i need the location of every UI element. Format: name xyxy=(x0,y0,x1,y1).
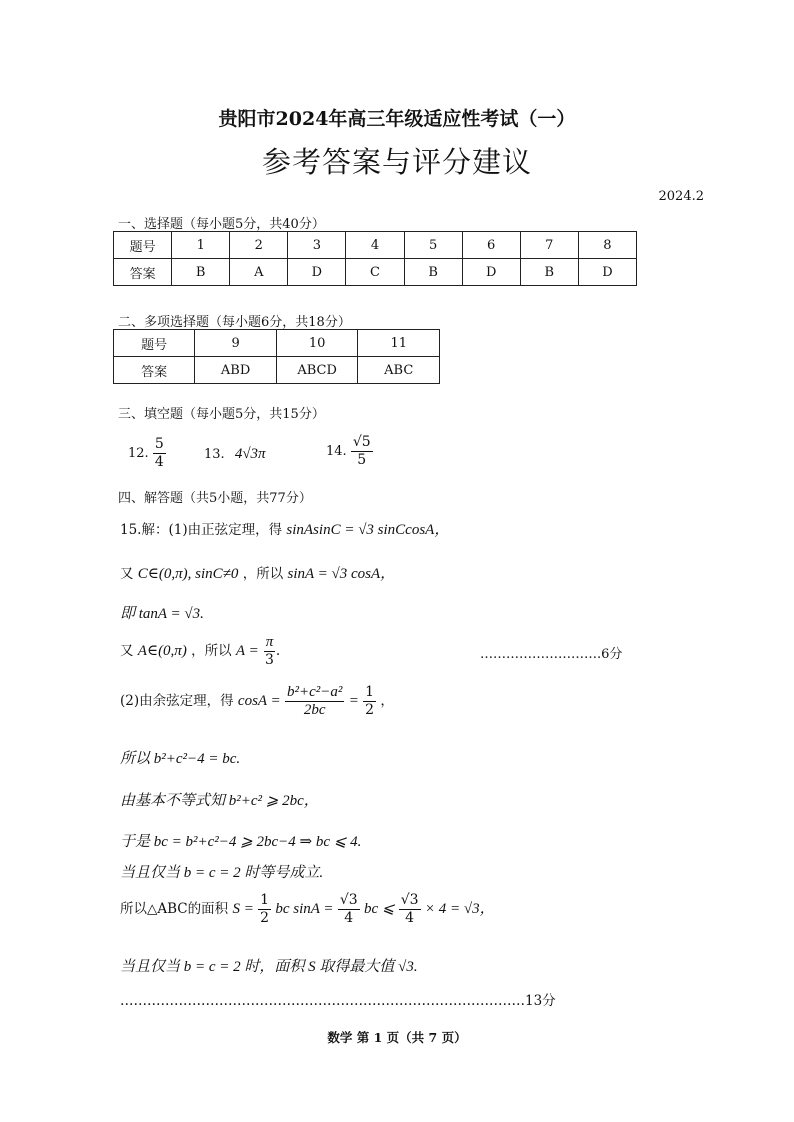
solution-line xyxy=(120,518,449,539)
date: 2024.2 xyxy=(658,189,704,204)
question-number: 4 xyxy=(346,232,404,259)
row-label: 答案 xyxy=(114,259,172,286)
numerator: 1 xyxy=(365,684,375,700)
solution-line xyxy=(120,562,395,583)
solution-line xyxy=(120,684,394,719)
section1-answer-table xyxy=(113,231,637,286)
math-expression: 即 tanA = √3. xyxy=(120,606,204,622)
numerator: 5 xyxy=(154,436,164,452)
exam-title: 贵阳市2024年高三年级适应性考试（一） xyxy=(218,108,576,130)
math-expression: bc ⩽ xyxy=(363,901,395,917)
math-expression: 于是 bc = b²+c²−4 ⩾ 2bc−4 ⇒ bc ⩽ 4. xyxy=(120,834,362,850)
row-label: 题号 xyxy=(114,232,172,259)
fill-answer-14 xyxy=(326,434,373,469)
question-number: 10 xyxy=(276,330,358,357)
question-number: 8 xyxy=(578,232,636,259)
text: (2)由余弦定理，得 xyxy=(120,693,234,709)
text: ，所以 xyxy=(242,566,284,582)
row-label: 题号 xyxy=(114,330,195,357)
solution-line: 又 A∈(0,π) ，所以 A = $\frac{\pi}{3}$ . xyxy=(120,634,281,668)
text: ，所以 xyxy=(191,643,232,659)
math-expression: S = xyxy=(232,901,254,917)
text: 所以△ABC的面积 xyxy=(120,901,229,917)
numerator: √3 xyxy=(400,892,419,908)
page-footer: 数学 第 1 页（共 7 页） xyxy=(327,1030,467,1045)
numerator: b²+c²−a² xyxy=(286,684,343,700)
math-expression: cosA = xyxy=(237,693,281,709)
math-expression: 当且仅当 b = c = 2 时，面积 S 取得最大值 √3. xyxy=(120,959,418,975)
table-row xyxy=(114,259,637,286)
text: ， xyxy=(380,693,394,709)
denominator: 4 xyxy=(344,910,354,926)
question-number: 11 xyxy=(358,330,440,357)
denominator: 5 xyxy=(357,452,367,468)
answer-cell: B xyxy=(404,259,462,286)
page-subtitle: 参考答案与评分建议 xyxy=(261,145,532,179)
score-points: ………………………………………………………………………………13分 xyxy=(120,993,556,1009)
score-points: ……………………….6分 xyxy=(480,647,623,662)
answer-cell: ABCD xyxy=(276,357,358,384)
math-expression: bc sinA = xyxy=(275,901,334,917)
fraction xyxy=(351,434,373,469)
expression: 4√3π xyxy=(234,446,266,462)
denominator: 3 xyxy=(264,652,274,668)
section3-heading: 三、填空题（每小题5分，共15分） xyxy=(118,407,325,422)
fraction xyxy=(258,892,271,927)
denominator: 2bc xyxy=(303,702,326,718)
question-number: 2 xyxy=(230,232,288,259)
math-expression: sinAsinC = √3 sinCcosA， xyxy=(286,522,450,538)
solution-line xyxy=(120,955,418,976)
numerator: √3 xyxy=(339,892,358,908)
question-number: 5 xyxy=(404,232,462,259)
answer-cell: ABD xyxy=(195,357,277,384)
question-number: 1 xyxy=(172,232,230,259)
solution-line xyxy=(120,892,495,927)
denominator: 4 xyxy=(405,910,415,926)
fraction xyxy=(338,892,360,927)
solution-line xyxy=(120,789,319,810)
section2-heading: 二、多项选择题（每小题6分，共18分） xyxy=(118,315,351,330)
numerator: 1 xyxy=(260,892,270,908)
answer-cell: D xyxy=(578,259,636,286)
answer-cell: B xyxy=(520,259,578,286)
question-number: 7 xyxy=(520,232,578,259)
math-expression: 当且仅当 b = c = 2 时等号成立. xyxy=(120,865,324,881)
section2-answer-table xyxy=(113,329,440,384)
math-expression: 由基本不等式知 b²+c² ⩾ 2bc， xyxy=(120,793,319,809)
answer-cell: ABC xyxy=(358,357,440,384)
question-number: 3 xyxy=(288,232,346,259)
math-expression: A∈(0,π) xyxy=(137,643,187,659)
math-expression: × 4 = √3， xyxy=(424,901,495,917)
numerator: √5 xyxy=(352,434,371,450)
text: = xyxy=(348,693,359,709)
fraction xyxy=(285,684,344,719)
text: 又 xyxy=(120,566,134,582)
solution-line xyxy=(120,861,323,882)
denominator: 2 xyxy=(260,910,270,926)
answer-cell: A xyxy=(230,259,288,286)
table-row xyxy=(114,330,440,357)
fill-answer-13 xyxy=(204,446,266,463)
answer-cell: D xyxy=(288,259,346,286)
solution-line xyxy=(120,602,204,623)
fraction xyxy=(263,634,276,669)
row-label: 答案 xyxy=(114,357,195,384)
text: 15.解：(1)由正弦定理，得 xyxy=(120,522,283,538)
fraction xyxy=(363,684,376,719)
answer-cell: C xyxy=(346,259,404,286)
question-number: 9 xyxy=(195,330,277,357)
math-expression: C∈(0,π), sinC≠0 xyxy=(137,566,239,582)
table-row xyxy=(114,232,637,259)
solution-line xyxy=(120,747,240,768)
numerator: π xyxy=(265,634,274,650)
denominator: 2 xyxy=(365,702,375,718)
math-expression: sinA = √3 cosA， xyxy=(287,566,396,582)
question-number: 6 xyxy=(462,232,520,259)
fraction xyxy=(153,436,166,471)
table-row xyxy=(114,357,440,384)
section4-heading: 四、解答题（共5小题，共77分） xyxy=(118,491,312,506)
item-number: 12. xyxy=(128,446,149,461)
fraction xyxy=(399,892,421,927)
item-number: 13. xyxy=(204,447,225,462)
fill-answer-12 xyxy=(128,436,166,471)
answer-cell: B xyxy=(172,259,230,286)
text: 又 xyxy=(120,643,134,659)
math-expression: A = xyxy=(235,643,259,659)
answer-cell: D xyxy=(462,259,520,286)
item-number: 14. xyxy=(326,444,347,459)
math-expression: 所以 b²+c²−4 = bc. xyxy=(120,751,241,767)
denominator: 4 xyxy=(154,454,164,470)
solution-line xyxy=(120,830,361,851)
section1-heading: 一、选择题（每小题5分，共40分） xyxy=(118,217,325,232)
